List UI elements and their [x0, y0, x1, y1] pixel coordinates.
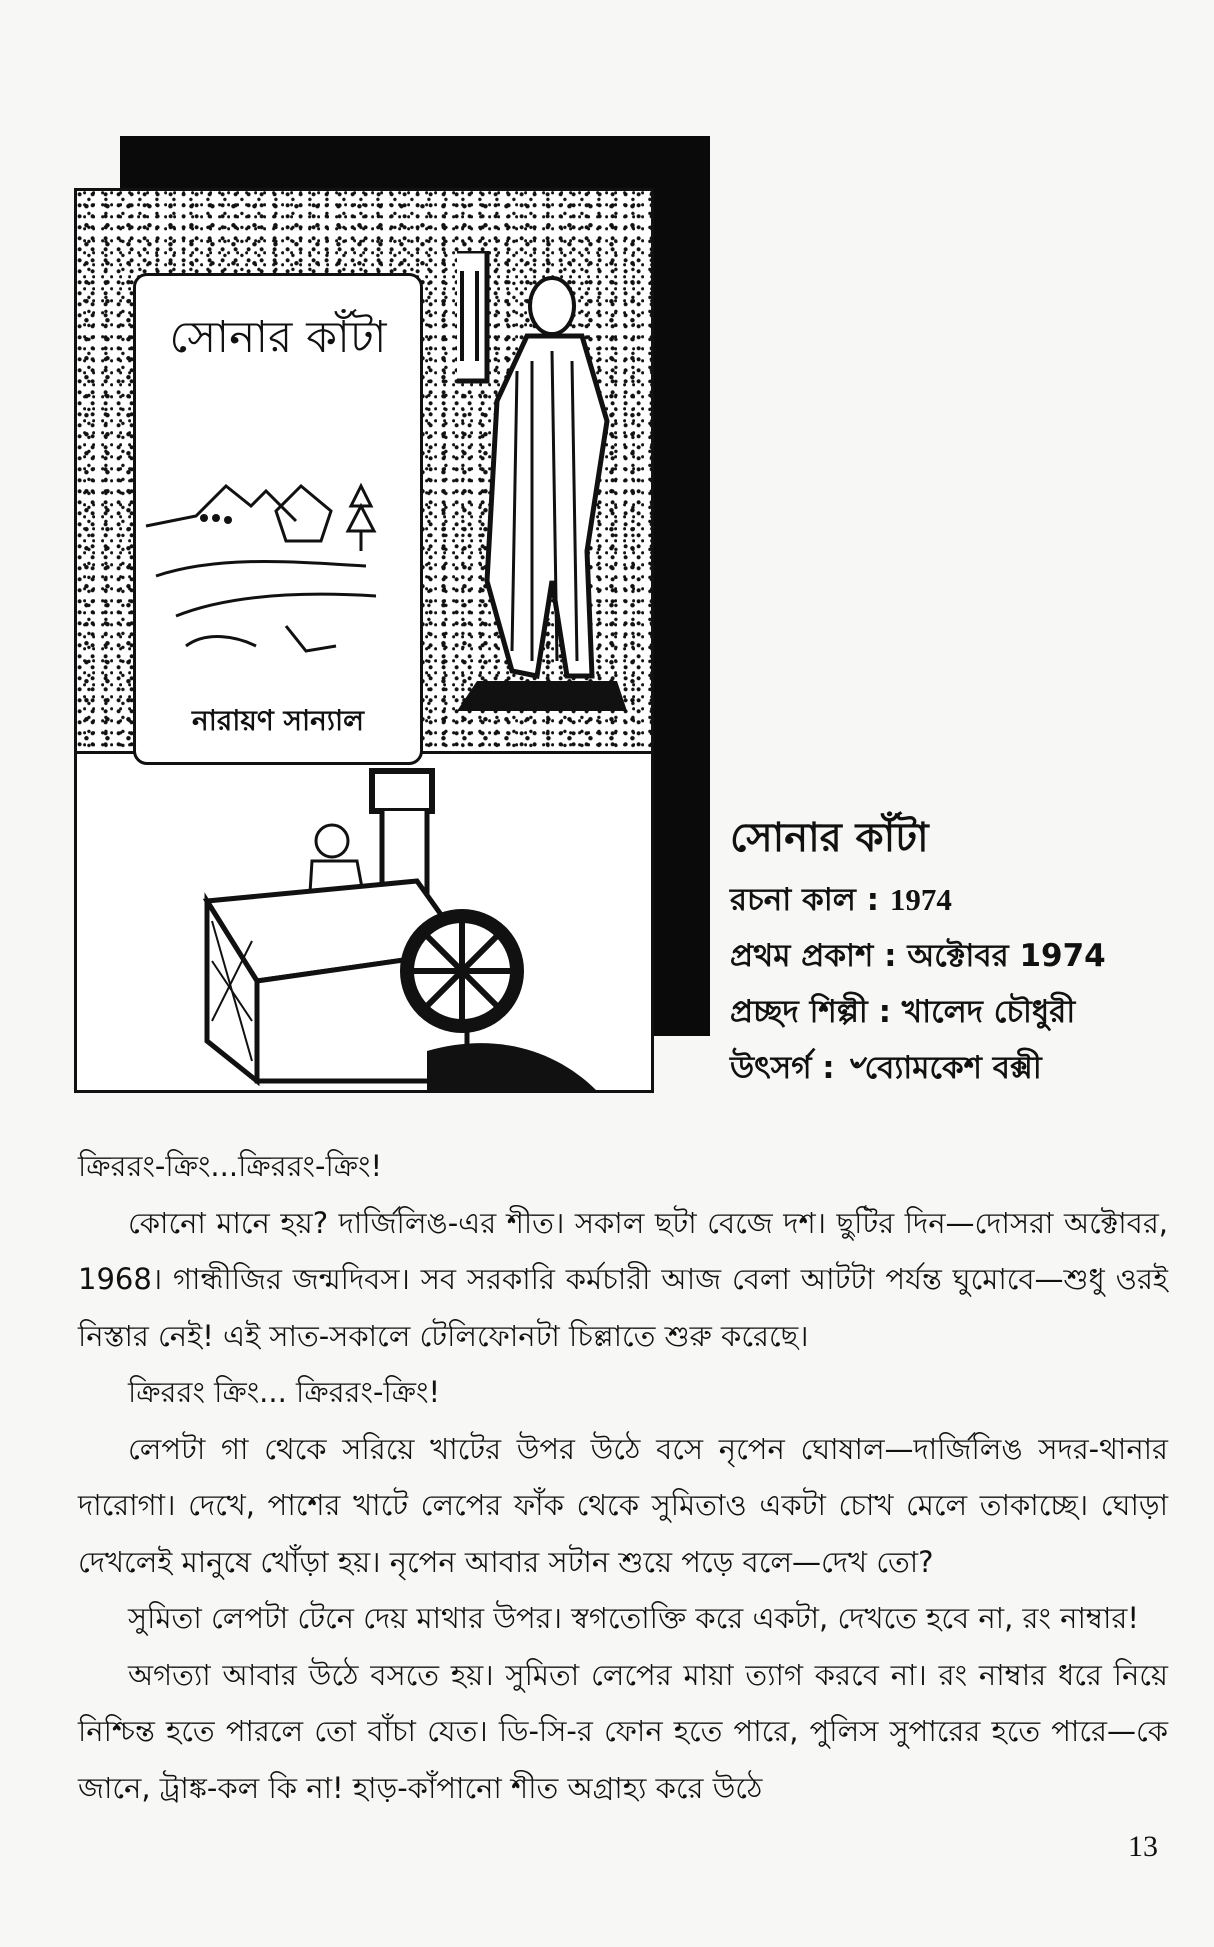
meta-value: 1974	[889, 882, 952, 917]
meta-label: রচনা কাল	[730, 882, 856, 918]
meta-label: প্রচ্ছদ শিল্পী	[730, 994, 868, 1030]
meta-label: প্রথম প্রকাশ	[730, 938, 874, 974]
book-metadata	[730, 810, 1200, 1096]
paragraph: লেপটা গা থেকে সরিয়ে খাটের উপর উঠে বসে নৃপেন ঘোষাল—দার্জিলিঙ সদর-থানার দারোগা। দেখে, পাশের খাটে লেপের ফাঁক থেকে সুমিতাও একটা চোখ মেলে তাকাচ্ছে। ঘোড়া দেখলেই মানুষে খোঁড়া হয়। নৃপেন আবার সটান শুয়ে পড়ে বলে—দেখ তো?	[78, 1431, 1168, 1579]
story-body	[78, 1138, 1168, 1816]
rickshaw-desk-illustration	[197, 761, 617, 1091]
cover-book-title: সোনার কাঁটা	[169, 312, 387, 363]
meta-separator: :	[867, 994, 902, 1030]
meta-value: ৺ব্যোমকেশ বক্সী	[845, 1050, 1042, 1086]
cover-illustration	[74, 188, 654, 1093]
standing-man-illustration	[457, 251, 627, 711]
meta-label: উৎসর্গ	[730, 1050, 812, 1086]
meta-first-publication	[730, 928, 1200, 984]
meta-title: সোনার কাঁটা	[730, 815, 929, 861]
meta-value: খালেদ চৌধুরী	[901, 994, 1076, 1030]
paragraph: সুমিতা লেপটা টেনে দেয় মাথার উপর। স্বগতোক্তি করে একটা, দেখতে হবে না, রং নাম্বার!	[128, 1601, 1139, 1635]
meta-separator: :	[855, 882, 890, 918]
meta-separator: :	[873, 938, 908, 974]
cover-author-name: নারায়ণ সান্যাল	[192, 704, 364, 737]
meta-cover-artist	[730, 984, 1200, 1040]
meta-dedication	[730, 1040, 1200, 1096]
book-cover-card	[133, 273, 423, 765]
page-number: 13	[1128, 1830, 1158, 1863]
paragraph: ক্রিররং-ক্রিং...ক্রিররং-ক্রিং!	[78, 1149, 383, 1183]
paragraph: কোনো মানে হয়? দার্জিলিঙ-এর শীত। সকাল ছটা বেজে দশ। ছুটির দিন—দোসরা অক্টোবর, 1968। গান্ধীজির জন্মদিবস। সব সরকারি কর্মচারী আজ বেলা আটটা পর্যন্ত ঘুমোবে—শুধু ওরই নিস্তার নেই! এই সাত-সকালে টেলিফোনটা চিল্লাতে শুরু করেছে।	[78, 1205, 1168, 1353]
meta-composition-year	[730, 872, 1200, 928]
meta-separator: :	[811, 1050, 846, 1086]
paragraph: ক্রিররং ক্রিং... ক্রিররং-ক্রিং!	[128, 1375, 441, 1409]
hill-landscape-illustration	[136, 466, 426, 666]
meta-value: অক্টোবর 1974	[907, 938, 1106, 974]
paragraph: অগত্যা আবার উঠে বসতে হয়। সুমিতা লেপের মায়া ত্যাগ করবে না। রং নাম্বার ধরে নিয়ে নিশ্চিন্ত হতে পারলে তো বাঁচা যেত। ডি-সি-র ফোন হতে পারে, পুলিস সুপারের হতে পারে—কে জানে, ট্রাঙ্ক-কল কি না! হাড়-কাঁপানো শীত অগ্রাহ্য করে উঠে	[78, 1657, 1168, 1805]
